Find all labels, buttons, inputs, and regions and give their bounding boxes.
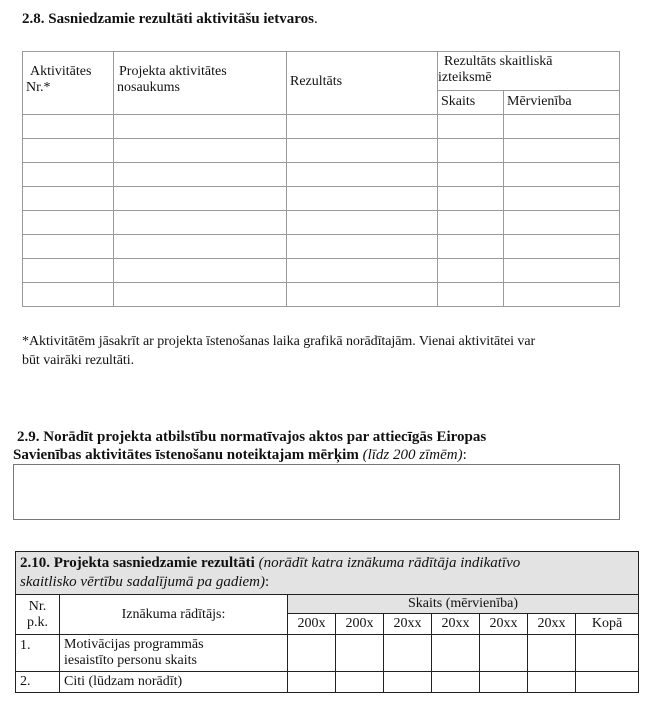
input-cell[interactable] <box>114 163 287 187</box>
year-column-header: 20xx <box>432 614 480 635</box>
input-cell[interactable] <box>528 635 576 672</box>
input-cell[interactable] <box>287 283 438 307</box>
activities-footnote: *Aktivitātēm jāsakrīt ar projekta īstenošanas laika grafikā norādītajām. Vienai aktivitātei var būt vairāki rezultāti. <box>22 334 536 368</box>
input-cell[interactable] <box>288 672 336 693</box>
header-count: Skaits <box>438 91 504 115</box>
table-row <box>23 187 620 211</box>
input-cell[interactable] <box>432 672 480 693</box>
input-cell[interactable] <box>114 235 287 259</box>
input-cell[interactable] <box>287 139 438 163</box>
input-cell[interactable] <box>114 139 287 163</box>
input-cell[interactable] <box>287 259 438 283</box>
input-cell[interactable] <box>114 187 287 211</box>
input-cell[interactable] <box>438 283 504 307</box>
indicator-label: Citi (lūdzam norādīt) <box>60 672 288 693</box>
input-cell[interactable] <box>438 163 504 187</box>
input-cell[interactable] <box>287 163 438 187</box>
input-cell[interactable] <box>504 235 620 259</box>
project-results-table <box>15 551 639 693</box>
table-row <box>23 139 620 163</box>
input-cell[interactable] <box>23 283 114 307</box>
year-column-header: 20xx <box>528 614 576 635</box>
input-cell[interactable] <box>432 635 480 672</box>
year-column-header: 20xx <box>480 614 528 635</box>
input-cell[interactable] <box>23 187 114 211</box>
input-cell[interactable] <box>528 672 576 693</box>
input-cell[interactable] <box>288 635 336 672</box>
table-row <box>23 115 620 139</box>
input-cell[interactable] <box>287 115 438 139</box>
input-cell[interactable] <box>114 211 287 235</box>
input-cell[interactable] <box>114 283 287 307</box>
input-cell[interactable] <box>480 635 528 672</box>
header-indicator: Iznākuma rādītājs: <box>60 595 288 635</box>
section-2-8-title: 2.8. Sasniedzamie rezultāti aktivitāšu ietvaros. <box>22 11 318 27</box>
header-unit: Mērvienība <box>504 91 620 115</box>
input-cell[interactable] <box>438 139 504 163</box>
input-cell[interactable] <box>480 672 528 693</box>
input-cell[interactable] <box>384 635 432 672</box>
input-cell[interactable] <box>576 635 639 672</box>
input-cell[interactable] <box>336 672 384 693</box>
input-cell[interactable] <box>438 211 504 235</box>
input-cell[interactable] <box>576 672 639 693</box>
header-activity-name: Projekta aktivitātes nosaukums <box>114 52 287 115</box>
input-cell[interactable] <box>287 235 438 259</box>
input-cell[interactable] <box>23 211 114 235</box>
header-result-numeric: Rezultāts skaitliskā izteiksmē <box>438 52 620 91</box>
input-cell[interactable] <box>287 187 438 211</box>
table-row <box>16 635 639 672</box>
input-cell[interactable] <box>438 259 504 283</box>
input-cell[interactable] <box>504 283 620 307</box>
input-cell[interactable] <box>438 187 504 211</box>
activities-results-table <box>22 51 620 307</box>
input-cell[interactable] <box>384 672 432 693</box>
input-cell[interactable] <box>287 211 438 235</box>
input-cell[interactable] <box>504 115 620 139</box>
header-count-unit: Skaits (mērvienība) <box>288 595 639 614</box>
input-cell[interactable] <box>23 259 114 283</box>
input-cell[interactable] <box>23 115 114 139</box>
input-cell[interactable] <box>114 259 287 283</box>
year-column-header: 200x <box>336 614 384 635</box>
input-cell[interactable] <box>23 235 114 259</box>
input-cell[interactable] <box>23 163 114 187</box>
input-cell[interactable] <box>504 187 620 211</box>
table-row <box>23 259 620 283</box>
input-cell[interactable] <box>114 115 287 139</box>
section-2-10-title: 2.10. Projekta sasniedzamie rezultāti (norādīt katra iznākuma rādītāja indikatīvo skaitlisko vērtību sadalījumā pa gadiem): <box>16 552 639 595</box>
header-activity-nr: Aktivitātes Nr.* <box>23 52 114 115</box>
input-cell[interactable] <box>504 163 620 187</box>
table-row <box>23 163 620 187</box>
header-nr: Nr. p.k. <box>16 595 60 635</box>
indicator-label: Motivācijas programmās iesaistīto personu skaits <box>60 635 288 672</box>
input-cell[interactable] <box>438 115 504 139</box>
table-row <box>23 283 620 307</box>
input-cell[interactable] <box>504 139 620 163</box>
objective-compliance-textbox[interactable] <box>13 464 620 520</box>
header-result: Rezultāts <box>287 52 438 115</box>
section-2-9-title: 2.9. Norādīt projekta atbilstību normatīvajos aktos par attiecīgās Eiropas Savienības aktivitātes īstenošanu noteiktajam mērķim (līdz 200 zīmēm): <box>13 429 487 463</box>
year-column-header: 20xx <box>384 614 432 635</box>
input-cell[interactable] <box>23 139 114 163</box>
total-column-header: Kopā <box>576 614 639 635</box>
row-number: 1. <box>16 635 60 672</box>
year-column-header: 200x <box>288 614 336 635</box>
input-cell[interactable] <box>336 635 384 672</box>
row-number: 2. <box>16 672 60 693</box>
table-row <box>16 672 639 693</box>
table-row <box>23 235 620 259</box>
table-row <box>23 211 620 235</box>
input-cell[interactable] <box>504 211 620 235</box>
input-cell[interactable] <box>438 235 504 259</box>
input-cell[interactable] <box>504 259 620 283</box>
